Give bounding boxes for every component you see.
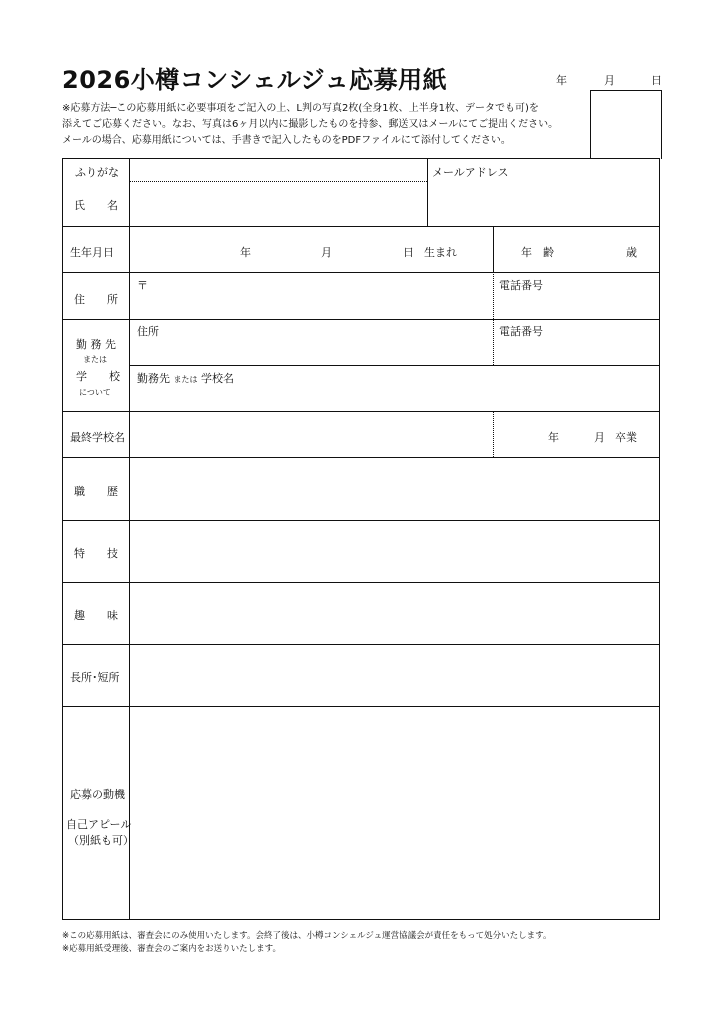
date-day-label: 日 xyxy=(651,74,662,87)
phone-dotted-divider xyxy=(493,272,494,319)
row-line xyxy=(62,520,660,521)
application-notes xyxy=(62,101,582,149)
page-title: 2026小樽コンシェルジュ応募用紙 xyxy=(62,66,448,94)
age-divider xyxy=(493,226,494,272)
workplace-label: 勤 務 先 xyxy=(76,338,116,351)
furigana-dotted-line xyxy=(129,181,427,182)
email-label: メールアドレス xyxy=(432,166,509,179)
email-divider xyxy=(427,158,428,226)
birth-day-label: 日 xyxy=(403,246,414,259)
graduation-month-label: 月 xyxy=(594,431,605,444)
row-line xyxy=(62,411,660,412)
row-line xyxy=(62,226,660,227)
row-line xyxy=(62,644,660,645)
born-label: 生まれ xyxy=(424,246,457,259)
school-label: 学 校 xyxy=(76,370,120,383)
photo-box xyxy=(590,90,662,159)
date-month-label: 月 xyxy=(604,74,615,87)
address-label: 住 所 xyxy=(74,293,118,306)
workplace-name-suffix: 学校名 xyxy=(201,372,234,385)
graduation-year-label: 年 xyxy=(548,431,559,444)
footer-notes xyxy=(62,930,552,956)
label-column-divider xyxy=(129,181,130,920)
graduated-label: 卒業 xyxy=(615,431,637,444)
last-school-label: 最終学校名 xyxy=(70,431,125,444)
hobbies-label: 趣 味 xyxy=(74,609,118,622)
workplace-name-prefix: 勤務先 xyxy=(137,372,170,385)
workplace-phone-label: 電話番号 xyxy=(499,325,543,338)
career-label: 職 歴 xyxy=(74,485,118,498)
furigana-label: ふりがな xyxy=(75,166,119,179)
phone-label: 電話番号 xyxy=(499,279,543,292)
skills-label: 特 技 xyxy=(74,547,118,560)
footer-line: ※この応募用紙は、審査会にのみ使用いたします。会終了後は、小樽コンシェルジュ運営協議会が責任をもって処分いたします。 xyxy=(62,931,552,941)
row-line xyxy=(62,582,660,583)
name-label: 氏 名 xyxy=(74,199,118,212)
birthdate-label: 生年月日 xyxy=(70,246,114,259)
birth-month-label: 月 xyxy=(321,246,332,259)
workplace-name-or: または xyxy=(173,375,198,384)
graduation-dotted-divider xyxy=(493,411,494,457)
date-year-label: 年 xyxy=(556,74,567,87)
row-line xyxy=(62,706,660,707)
workplace-address-label: 住所 xyxy=(137,325,159,338)
row-line xyxy=(62,457,660,458)
age-unit-label: 歳 xyxy=(626,246,637,259)
workplace-name-label xyxy=(137,370,234,386)
postal-mark: 〒 xyxy=(137,279,148,292)
work-phone-dotted-divider xyxy=(493,319,494,365)
strengths-label: 長所･短所 xyxy=(70,671,120,684)
workplace-or-label: または xyxy=(83,355,107,364)
row-line xyxy=(62,272,660,273)
motivation-label: 応募の動機 xyxy=(70,788,125,801)
about-label: について xyxy=(79,388,111,397)
age-label: 年 齢 xyxy=(521,246,554,259)
row-line xyxy=(62,319,660,320)
footer-line: ※応募用紙受理後、審査会のご案内をお送りいたします。 xyxy=(62,944,281,954)
note-line: 添えてご応募ください。なお、写真は6ヶ月以内に撮影したものを持参、郵送又はメールにてご提出ください。 xyxy=(62,119,559,130)
note-line: ※応募方法─この応募用紙に必要事項をご記入の上、L判の写真2枚(全身1枚、上半身1枚、データでも可)を xyxy=(62,103,539,114)
separate-sheet-label: （別紙も可） xyxy=(68,834,134,847)
birth-year-label: 年 xyxy=(240,246,251,259)
furigana-divider xyxy=(129,158,130,181)
row-line xyxy=(129,365,660,366)
self-appeal-label: 自己アピール xyxy=(66,818,132,831)
note-line: メールの場合、応募用紙については、手書きで記入したものをPDFファイルにて添付してください。 xyxy=(62,135,511,146)
